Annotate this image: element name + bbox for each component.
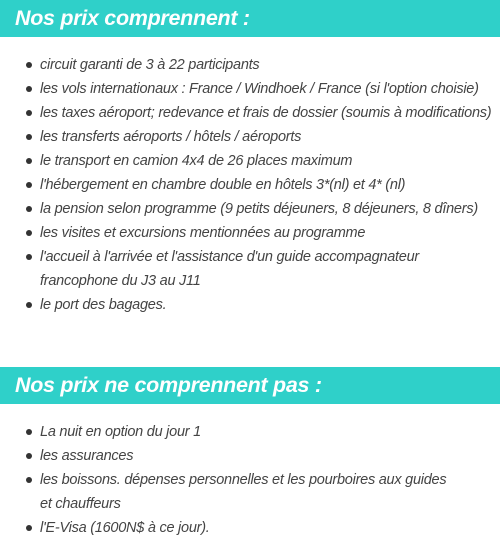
list-item: le port des bagages. (0, 293, 500, 317)
bullet-icon (26, 477, 32, 483)
list-item: les taxes aéroport; redevance et frais de dossier (soumis à modifications) (0, 101, 500, 125)
included-list (0, 53, 500, 317)
bullet-icon (26, 62, 32, 68)
list-item: les visites et excursions mentionnées au programme (0, 221, 500, 245)
list-item: la pension selon programme (9 petits déjeuners, 8 déjeuners, 8 dîners) (0, 197, 500, 221)
list-item: les boissons. dépenses personnelles et les pourboires aux guides et chauffeurs (0, 468, 500, 516)
bullet-icon (26, 206, 32, 212)
bullet-icon (26, 302, 32, 308)
bullet-icon (26, 134, 32, 140)
bullet-icon (26, 182, 32, 188)
list-item: l'E-Visa (1600N$ à ce jour). (0, 516, 500, 540)
bullet-icon (26, 429, 32, 435)
list-item: le transport en camion 4x4 de 26 places maximum (0, 149, 500, 173)
list-item: La nuit en option du jour 1 (0, 420, 500, 444)
excluded-list (0, 420, 500, 540)
bullet-icon (26, 453, 32, 459)
included-heading: Nos prix comprennent : (0, 0, 500, 37)
bullet-icon (26, 230, 32, 236)
bullet-icon (26, 110, 32, 116)
list-item: l'hébergement en chambre double en hôtels 3*(nl) et 4* (nl) (0, 173, 500, 197)
list-item: les vols internationaux : France / Windhoek / France (si l'option choisie) (0, 77, 500, 101)
list-item: circuit garanti de 3 à 22 participants (0, 53, 500, 77)
excluded-heading: Nos prix ne comprennent pas : (0, 367, 500, 404)
bullet-icon (26, 525, 32, 531)
list-item: les assurances (0, 444, 500, 468)
bullet-icon (26, 86, 32, 92)
bullet-icon (26, 158, 32, 164)
list-item: l'accueil à l'arrivée et l'assistance d'un guide accompagnateur francophone du J3 au J11 (0, 245, 500, 293)
bullet-icon (26, 254, 32, 260)
list-item: les transferts aéroports / hôtels / aéroports (0, 125, 500, 149)
